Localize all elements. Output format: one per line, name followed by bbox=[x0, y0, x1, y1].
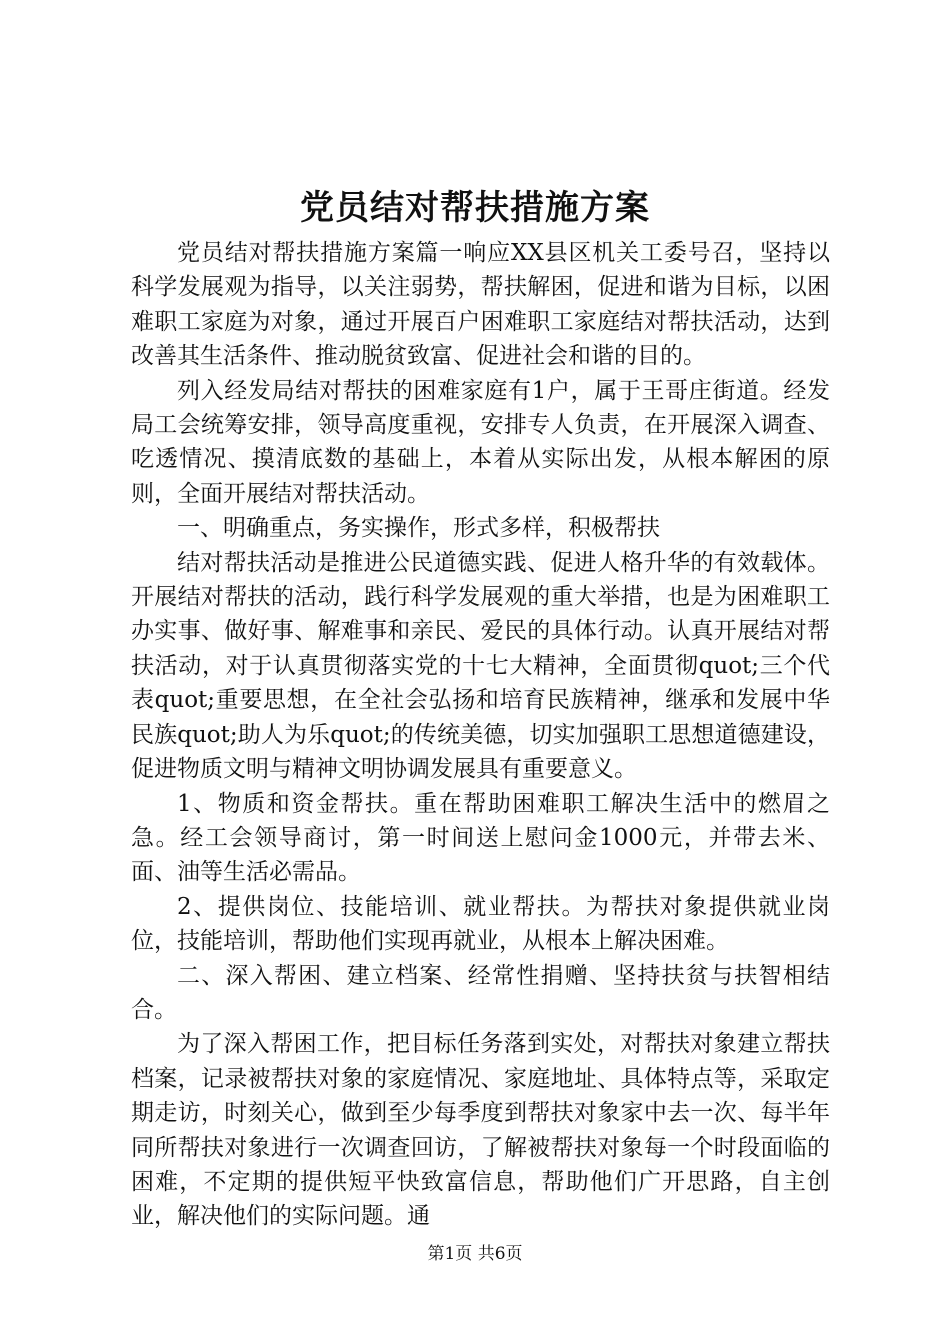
paragraph-archive: 为了深入帮困工作，把目标任务落到实处，对帮扶对象建立帮扶档案，记录被帮扶对象的家庭情况、家庭地址、具体特点等，采取定期走访，时刻关心，做到至少每季度到帮扶对象家中去一次、每半年同所帮扶对象进行一次调查回访，了解被帮扶对象每一个时段面临的困难，不定期的提供短平快致富信息，帮助他们广开思路，自主创业，解决他们的实际问题。通 bbox=[131, 1031, 830, 1230]
section-heading-2: 二、深入帮困、建立档案、经常性捐赠、坚持扶贫与扶智相结合。 bbox=[131, 962, 830, 1023]
document-body bbox=[131, 236, 830, 1234]
paragraph-target-family: 列入经发局结对帮扶的困难家庭有1户，属于王哥庄街道。经发局工会统筹安排，领导高度重视，安排专人负责，在开展深入调查、吃透情况、摸清底数的基础上，本着从实际出发，从根本解困的原则，全面开展结对帮扶活动。 bbox=[131, 377, 830, 507]
paragraph-item-2: 2、提供岗位、技能培训、就业帮扶。为帮扶对象提供就业岗位，技能培训，帮助他们实现再就业，从根本上解决困难。 bbox=[131, 893, 830, 955]
page-number: 第1页 共6页 bbox=[427, 1244, 523, 1264]
paragraph-significance: 结对帮扶活动是推进公民道德实践、促进人格升华的有效载体。开展结对帮扶的活动，践行科学发展观的重大举措，也是为困难职工办实事、做好事、解难事和亲民、爱民的具体行动。认真开展结对帮扶活动，对于认真贯彻落实党的十七大精神，全面贯彻quot;三个代表quot;重要思想，在全社会弘扬和培育民族精神，继承和发展中华民族quot;助人为乐quot;的传统美德，切实加强职工思想道德建设，促进物质文明与精神文明协调发展具有重要意义。 bbox=[131, 549, 830, 783]
paragraph-item-1: 1、物质和资金帮扶。重在帮助困难职工解决生活中的燃眉之急。经工会领导商讨，第一时间送上慰问金1000元，并带去米、面、油等生活必需品。 bbox=[131, 790, 830, 886]
document-title: 党员结对帮扶措施方案 bbox=[300, 188, 650, 228]
section-heading-1: 一、明确重点，务实操作，形式多样，积极帮扶 bbox=[177, 515, 660, 542]
paragraph-intro: 党员结对帮扶措施方案篇一响应XX县区机关工委号召，坚持以科学发展观为指导，以关注弱势，帮扶解困，促进和谐为目标，以困难职工家庭为对象，通过开展百户困难职工家庭结对帮扶活动，达到改善其生活条件、推动脱贫致富、促进社会和谐的目的。 bbox=[131, 240, 830, 370]
